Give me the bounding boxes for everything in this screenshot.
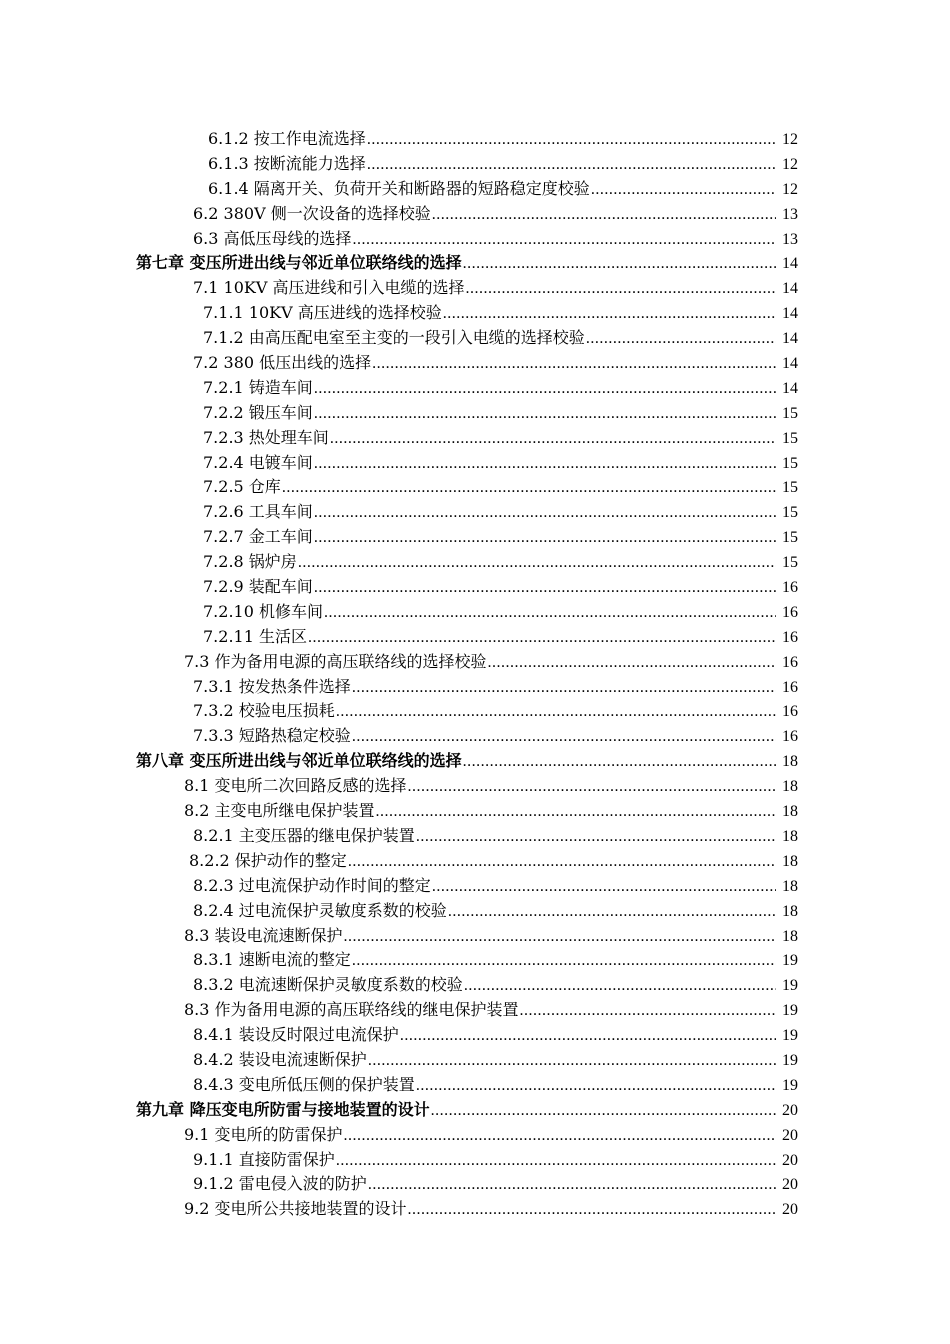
toc-page-number: 15 bbox=[782, 529, 798, 547]
toc-entry-title: 7.2 380 低压出线的选择 bbox=[193, 353, 372, 373]
toc-page-number: 18 bbox=[782, 827, 798, 845]
toc-page-number: 16 bbox=[782, 703, 798, 721]
toc-entry[interactable] bbox=[0, 849, 950, 874]
dot-leader bbox=[314, 452, 776, 476]
toc-page-number: 16 bbox=[782, 728, 798, 746]
toc-page-number: 16 bbox=[782, 579, 798, 597]
toc-page-number: 12 bbox=[782, 155, 798, 173]
dot-leader bbox=[352, 725, 776, 749]
toc-page-number: 18 bbox=[782, 877, 798, 895]
dot-leader bbox=[344, 1124, 776, 1148]
toc-entry-title: 7.2.5 仓库 bbox=[203, 477, 281, 497]
toc-entry[interactable] bbox=[0, 401, 950, 426]
dot-leader bbox=[298, 551, 776, 575]
dot-leader bbox=[408, 1198, 776, 1222]
toc-page-number: 15 bbox=[782, 404, 798, 422]
toc-entry[interactable] bbox=[0, 575, 950, 600]
toc-page-number: 20 bbox=[782, 1151, 798, 1169]
toc-entry[interactable] bbox=[0, 152, 950, 177]
dot-leader bbox=[448, 900, 776, 924]
toc-entry[interactable] bbox=[0, 625, 950, 650]
dot-leader bbox=[416, 825, 776, 849]
toc-entry-title: 第七章 变压所进出线与邻近单位联络线的选择 bbox=[136, 253, 462, 273]
toc-entry-title: 7.2.10 机修车间 bbox=[203, 601, 323, 621]
toc-entry-title: 8.4.3 变电所低压侧的保护装置 bbox=[193, 1074, 415, 1094]
toc-entry[interactable] bbox=[0, 924, 950, 949]
dot-leader bbox=[352, 949, 776, 973]
toc-entry-title: 6.1.2 按工作电流选择 bbox=[208, 129, 366, 148]
toc-page-number: 19 bbox=[782, 952, 798, 970]
toc-entry[interactable] bbox=[0, 699, 950, 724]
dot-leader bbox=[416, 1074, 776, 1098]
toc-entry-title: 6.1.4 隔离开关、负荷开关和断路器的短路稳定度校验 bbox=[208, 178, 590, 198]
dot-leader bbox=[367, 128, 776, 152]
toc-entry[interactable] bbox=[0, 326, 950, 351]
toc-entry-title: 第八章 变压所进出线与邻近单位联络线的选择 bbox=[136, 751, 462, 771]
toc-entry-title: 7.3 作为备用电源的高压联络线的选择校验 bbox=[184, 651, 487, 671]
dot-leader bbox=[443, 302, 776, 326]
toc-chapter-entry[interactable] bbox=[0, 749, 950, 774]
toc-page-number: 19 bbox=[782, 1076, 798, 1094]
dot-leader bbox=[463, 750, 776, 774]
dot-leader bbox=[488, 651, 776, 675]
toc-entry[interactable] bbox=[0, 426, 950, 451]
dot-leader bbox=[348, 850, 776, 874]
toc-page-number: 19 bbox=[782, 1051, 798, 1069]
toc-entry[interactable] bbox=[0, 301, 950, 326]
toc-entry[interactable] bbox=[0, 177, 950, 202]
toc-page-number: 20 bbox=[782, 1176, 798, 1194]
toc-entry-title: 9.2 变电所公共接地装置的设计 bbox=[184, 1199, 407, 1219]
toc-entry[interactable] bbox=[0, 127, 950, 152]
dot-leader bbox=[432, 203, 776, 227]
toc-page-number: 16 bbox=[782, 653, 798, 671]
toc-entry-title: 7.2.9 装配车间 bbox=[203, 577, 313, 597]
toc-entry[interactable] bbox=[0, 824, 950, 849]
dot-leader bbox=[314, 526, 776, 550]
toc-entry[interactable] bbox=[0, 376, 950, 401]
dot-leader bbox=[314, 402, 776, 426]
toc-page-number: 20 bbox=[782, 1201, 798, 1219]
toc-page-number: 18 bbox=[782, 927, 798, 945]
toc-entry-title: 6.3 高低压母线的选择 bbox=[193, 228, 352, 248]
dot-leader bbox=[324, 601, 776, 625]
toc-entry[interactable] bbox=[0, 451, 950, 476]
dot-leader bbox=[372, 352, 776, 376]
toc-entry[interactable] bbox=[0, 600, 950, 625]
dot-leader bbox=[463, 252, 776, 276]
dot-leader bbox=[314, 501, 776, 525]
toc-entry-title: 8.3 装设电流速断保护 bbox=[184, 925, 343, 945]
toc-page-number: 18 bbox=[782, 753, 798, 771]
toc-entry-title: 8.2.1 主变压器的继电保护装置 bbox=[193, 825, 415, 845]
dot-leader bbox=[368, 1049, 776, 1073]
toc-page-number: 15 bbox=[782, 454, 798, 472]
toc-entry[interactable] bbox=[0, 874, 950, 899]
toc-entry[interactable] bbox=[0, 948, 950, 973]
toc-page-number: 15 bbox=[782, 429, 798, 447]
toc-entry[interactable] bbox=[0, 475, 950, 500]
toc-entry-title: 8.2.2 保护动作的整定 bbox=[189, 850, 347, 870]
toc-entry-title: 7.2.6 工具车间 bbox=[203, 502, 313, 522]
toc-entry[interactable] bbox=[0, 227, 950, 252]
dot-leader bbox=[344, 925, 776, 949]
toc-entry[interactable] bbox=[0, 1023, 950, 1048]
toc-entry[interactable] bbox=[0, 998, 950, 1023]
toc-page-number: 14 bbox=[782, 330, 798, 348]
toc-page-number: 18 bbox=[782, 852, 798, 870]
toc-entry-title: 9.1.1 直接防雷保护 bbox=[193, 1149, 335, 1169]
dot-leader bbox=[367, 153, 776, 177]
toc-page-number: 19 bbox=[782, 977, 798, 995]
toc-entry-title: 7.2.11 生活区 bbox=[203, 626, 307, 646]
dot-leader bbox=[314, 377, 776, 401]
dot-leader bbox=[330, 427, 776, 451]
toc-entry-title: 7.2.8 锅炉房 bbox=[203, 552, 297, 572]
dot-leader bbox=[282, 476, 776, 500]
dot-leader bbox=[431, 1099, 776, 1123]
toc-entry-title: 7.2.1 铸造车间 bbox=[203, 377, 313, 397]
toc-chapter-entry[interactable] bbox=[0, 251, 950, 276]
dot-leader bbox=[520, 999, 776, 1023]
toc-page-number: 16 bbox=[782, 603, 798, 621]
toc-entry-title: 7.1 10KV 高压进线和引入电缆的选择 bbox=[193, 278, 465, 298]
dot-leader bbox=[376, 800, 776, 824]
toc-page-number: 14 bbox=[782, 280, 798, 298]
toc-entry-title: 第九章 降压变电所防雷与接地装置的设计 bbox=[136, 1099, 430, 1119]
toc-entry[interactable] bbox=[0, 799, 950, 824]
dot-leader bbox=[400, 1024, 776, 1048]
toc-entry[interactable] bbox=[0, 1073, 950, 1098]
toc-entry-title: 8.3.1 速断电流的整定 bbox=[193, 950, 351, 970]
toc-page-number: 15 bbox=[782, 504, 798, 522]
toc-page-number: 16 bbox=[782, 678, 798, 696]
toc-entry-title: 7.3.2 校验电压损耗 bbox=[193, 701, 335, 721]
toc-page-number: 18 bbox=[782, 803, 798, 821]
toc-entry-title: 8.3 作为备用电源的高压联络线的继电保护装置 bbox=[184, 1000, 519, 1020]
toc-entry[interactable] bbox=[0, 525, 950, 550]
toc-entry[interactable] bbox=[0, 1123, 950, 1148]
toc-page-number: 15 bbox=[782, 479, 798, 497]
toc-entry-title: 8.2.3 过电流保护动作时间的整定 bbox=[193, 875, 431, 895]
toc-page-number: 13 bbox=[782, 230, 798, 248]
toc-entry-title: 6.2 380V 侧一次设备的选择校验 bbox=[193, 203, 431, 223]
toc-entry-title: 7.3.1 按发热条件选择 bbox=[193, 676, 351, 696]
toc-page-number: 19 bbox=[782, 1027, 798, 1045]
toc-page-number: 12 bbox=[782, 131, 798, 148]
toc-entry-title: 6.1.3 按断流能力选择 bbox=[208, 153, 366, 173]
toc-page-number: 14 bbox=[782, 355, 798, 373]
dot-leader bbox=[352, 676, 776, 700]
toc-page-number: 20 bbox=[782, 1126, 798, 1144]
toc-entry-title: 8.4.2 装设电流速断保护 bbox=[193, 1049, 367, 1069]
toc-entry-title: 8.4.1 装设反时限过电流保护 bbox=[193, 1025, 399, 1045]
toc-entry[interactable] bbox=[0, 774, 950, 799]
dot-leader bbox=[432, 875, 776, 899]
dot-leader bbox=[336, 700, 776, 724]
toc-entry[interactable] bbox=[0, 1048, 950, 1073]
dot-leader bbox=[368, 1173, 776, 1197]
toc-entry[interactable] bbox=[0, 1197, 950, 1222]
dot-leader bbox=[308, 626, 776, 650]
dot-leader bbox=[466, 277, 777, 301]
toc-entry[interactable] bbox=[0, 1148, 950, 1173]
toc-entry-title: 7.3.3 短路热稳定校验 bbox=[193, 726, 351, 746]
toc-chapter-entry[interactable] bbox=[0, 1098, 950, 1123]
toc-entry-title: 8.3.2 电流速断保护灵敏度系数的校验 bbox=[193, 975, 463, 995]
toc-entry[interactable] bbox=[0, 899, 950, 924]
toc-page-number: 12 bbox=[782, 180, 798, 198]
dot-leader bbox=[353, 228, 776, 252]
toc-page-number: 18 bbox=[782, 778, 798, 796]
dot-leader bbox=[336, 1149, 776, 1173]
toc-entry[interactable] bbox=[0, 675, 950, 700]
toc-page-number: 14 bbox=[782, 255, 798, 273]
toc-page-number: 14 bbox=[782, 305, 798, 323]
dot-leader bbox=[464, 974, 776, 998]
dot-leader bbox=[314, 576, 776, 600]
toc-page-number: 18 bbox=[782, 902, 798, 920]
toc-entry[interactable] bbox=[0, 500, 950, 525]
toc-entry-title: 9.1.2 雷电侵入波的防护 bbox=[193, 1174, 367, 1194]
toc-entry[interactable] bbox=[0, 1172, 950, 1197]
toc-entry-title: 7.1.1 10KV 高压进线的选择校验 bbox=[203, 303, 442, 323]
toc-entry[interactable] bbox=[0, 276, 950, 301]
toc-entry-title: 7.2.4 电镀车间 bbox=[203, 452, 313, 472]
toc-page-number: 20 bbox=[782, 1101, 798, 1119]
toc-page-number: 15 bbox=[782, 554, 798, 572]
toc-entry-title: 7.2.3 热处理车间 bbox=[203, 427, 329, 447]
dot-leader bbox=[586, 327, 776, 351]
toc-page-number: 16 bbox=[782, 628, 798, 646]
dot-leader bbox=[591, 178, 776, 202]
toc-entry-title: 7.2.7 金工车间 bbox=[203, 527, 313, 547]
toc-entry[interactable] bbox=[0, 650, 950, 675]
toc-page-number: 19 bbox=[782, 1002, 798, 1020]
toc-entry-title: 7.1.2 由高压配电室至主变的一段引入电缆的选择校验 bbox=[203, 328, 585, 348]
toc-page-number: 14 bbox=[782, 379, 798, 397]
toc-entry-title: 7.2.2 锻压车间 bbox=[203, 402, 313, 422]
toc-entry-title: 9.1 变电所的防雷保护 bbox=[184, 1124, 343, 1144]
toc-entry[interactable] bbox=[0, 550, 950, 575]
toc-page-number: 13 bbox=[782, 205, 798, 223]
toc-entry[interactable] bbox=[0, 973, 950, 998]
toc-entry[interactable] bbox=[0, 202, 950, 227]
toc-entry-title: 8.1 变电所二次回路反感的选择 bbox=[184, 776, 407, 796]
toc-entry-title: 8.2.4 过电流保护灵敏度系数的校验 bbox=[193, 900, 447, 920]
dot-leader bbox=[408, 775, 776, 799]
toc-entry-title: 8.2 主变电所继电保护装置 bbox=[184, 801, 375, 821]
toc-entry[interactable] bbox=[0, 351, 950, 376]
table-of-contents bbox=[0, 127, 950, 1222]
toc-entry[interactable] bbox=[0, 724, 950, 749]
